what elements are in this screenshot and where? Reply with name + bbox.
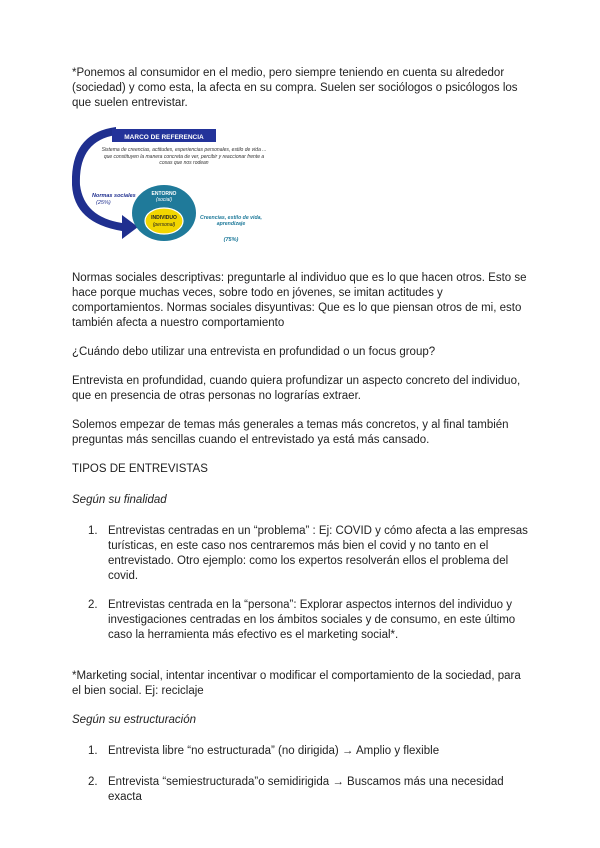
curved-arrow bbox=[72, 127, 138, 239]
description-box bbox=[100, 147, 268, 177]
inner-sub: (personal) bbox=[152, 222, 176, 228]
estructuracion-heading: Según su estructuración bbox=[72, 714, 197, 726]
question-paragraph: ¿Cuándo debo utilizar una entrevista en profundidad o un focus group? bbox=[72, 346, 436, 358]
outer-label: ENTORNO bbox=[151, 191, 177, 197]
list-number: 1. bbox=[88, 525, 98, 537]
list-text: Entrevista libre “no estructurada” (no dirigida) → Amplio y flexible bbox=[108, 745, 440, 757]
list-number: 2. bbox=[88, 776, 98, 788]
document-page bbox=[72, 66, 530, 819]
finalidad-heading: Según su finalidad bbox=[72, 494, 167, 506]
list-text: Entrevistas centrada en la “persona”: Explorar aspectos internos del individuo y investigaciones centradas en los ámbitos sociales y de consumo, en este último caso la herramienta más efectivo es el marketing social*. bbox=[108, 599, 516, 641]
left-label: Normas sociales bbox=[92, 193, 136, 199]
list-number: 2. bbox=[88, 599, 98, 611]
right-percent: (75%) bbox=[223, 237, 239, 243]
list-item bbox=[72, 775, 530, 805]
list-text: Entrevistas centradas en un “problema” : Ej: COVID y cómo afecta a las empresas turísticas, en este caso nos centraremos más bien el covid y no tanto en el entrevistado. Otro ejemplo: como los expertos resolverán ellos el problema del covid. bbox=[108, 525, 528, 582]
description-text: Sistema de creencias, actitudes, experiencias personales, estilo de vida ... que constituyen la manera concreta de ver, percibir y reaccionar frente a cosas que nos rodean bbox=[101, 147, 267, 166]
list-item bbox=[72, 524, 530, 584]
marketing-note: *Marketing social, intentar incentivar o modificar el comportamiento de la sociedad, para el bien social. Ej: reciclaje bbox=[72, 670, 521, 697]
inner-circle bbox=[145, 208, 183, 234]
right-label-box bbox=[198, 215, 264, 235]
intro-paragraph: *Ponemos al consumidor en el medio, pero siempre teniendo en cuenta su alrededor (sociedad) y como esta, la afecta en su compra. Suelen ser sociólogos o psicólogos los que suelen entrevistar. bbox=[72, 67, 518, 109]
reference-frame-diagram bbox=[72, 125, 268, 253]
reference-frame-figure bbox=[72, 125, 268, 253]
normas-paragraph: Normas sociales descriptivas: preguntarle al individuo que es lo que hacen otros. Esto se hace porque muchas veces, sobre todo en jóvenes, se imitan actitudes y comportamientos. Normas sociales disyuntivas: Que es lo que piensan otros de mi, esto también afecta a nuestro comportamiento bbox=[72, 272, 527, 329]
tipos-heading: TIPOS DE ENTREVISTAS bbox=[72, 463, 208, 475]
answer-paragraph: Entrevista en profundidad, cuando quiera profundizar un aspecto concreto del individuo, que en presencia de otras personas no lograrías extraer. bbox=[72, 375, 521, 402]
solemos-paragraph: Solemos empezar de temas más generales a temas más concretos, y al final también preguntas más sencillas cuando el entrevistado ya está más cansado. bbox=[72, 419, 509, 446]
finalidad-list bbox=[72, 524, 530, 643]
list-item bbox=[72, 744, 530, 759]
list-item bbox=[72, 598, 530, 643]
banner-text: MARCO DE REFERENCIA bbox=[124, 134, 204, 141]
inner-label: INDIVIDUO bbox=[151, 215, 177, 221]
list-text: Entrevista “semiestructurada”o semidirigida → Buscamos más una necesidad exacta bbox=[108, 776, 504, 803]
outer-sub: (social) bbox=[155, 197, 173, 203]
right-label: Creencias, estilo de vida, aprendizaje bbox=[200, 215, 262, 227]
estructuracion-list bbox=[72, 744, 530, 805]
list-number: 1. bbox=[88, 745, 98, 757]
left-percent: (25%) bbox=[96, 200, 111, 206]
